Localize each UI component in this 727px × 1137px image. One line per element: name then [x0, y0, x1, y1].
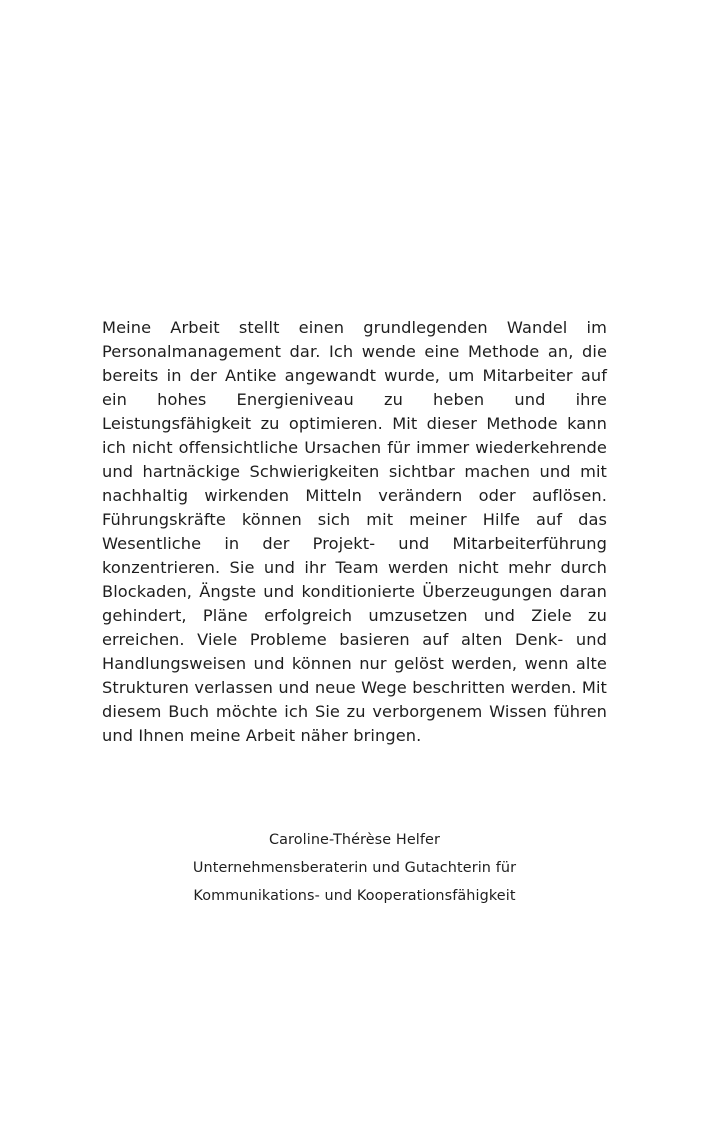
author-signature-block [102, 826, 607, 910]
author-role-line-2: Kommunikations- und Kooperationsfähigkeit [193, 888, 516, 904]
author-role-line-1: Unternehmensberaterin und Gutachterin für [192, 860, 517, 876]
body-paragraph: Meine Arbeit stellt einen grundlegenden Wandel im Personalmanagement dar. Ich wende eine Methode an, die bereits in der Antike angewandt wurde, um Mitarbeiter auf ein hohes Energieniveau zu heben und ihre Leistungsfähigkeit zu optimieren. Mit dieser Methode kann ich nicht offensichtliche Ursachen für immer wiederkehrende und hartnäckige Schwierigkeiten sichtbar machen und mit nachhaltig wirkenden Mitteln verändern oder auflösen. Führungskräfte können sich mit meiner Hilfe auf das Wesentliche in der Projekt- und Mitarbeiterführung konzentrieren. Sie und ihr Team werden nicht mehr durch Blockaden, Ängste und konditionierte Überzeugungen daran gehindert, Pläne erfolgreich umzusetzen und Ziele zu erreichen. Viele Probleme basieren auf alten Denk- und Handlungsweisen und können nur gelöst werden, wenn alte Strukturen verlassen und neue Wege beschritten werden. Mit diesem Buch möchte ich Sie zu verborgenem Wissen führen und Ihnen meine Arbeit näher bringen. [102, 318, 607, 745]
author-name: Caroline-Thérèse Helfer [268, 832, 441, 848]
